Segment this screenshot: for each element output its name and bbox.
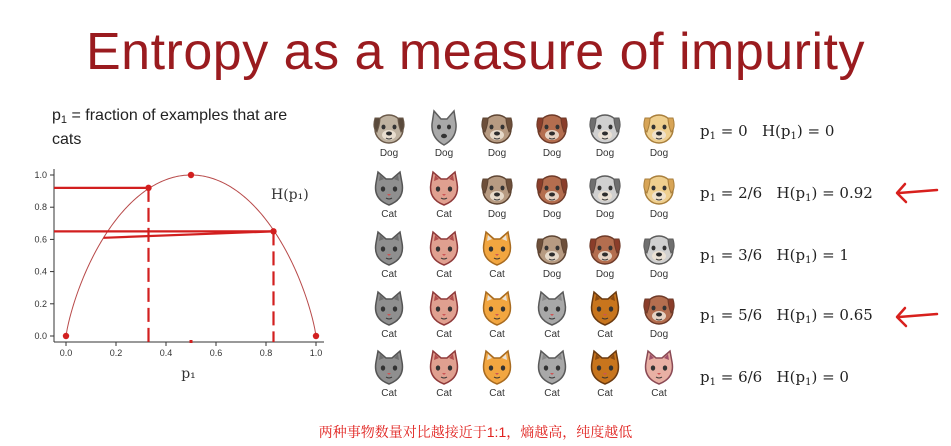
cat-icon — [369, 229, 409, 269]
animal-label: Dog — [542, 209, 562, 220]
entropy-formula — [700, 368, 849, 388]
formula-p-value: = 0 — [715, 122, 748, 140]
formula-p: p — [700, 184, 710, 202]
x-tick-label: 0.4 — [159, 348, 173, 358]
annotation-point — [188, 172, 194, 178]
arrow-icon — [893, 302, 939, 332]
cat-icon — [369, 348, 409, 388]
animal-cell — [419, 108, 469, 166]
slide-title: Entropy as a measure of impurity — [86, 23, 865, 81]
cat-icon — [585, 289, 625, 329]
animal-label: Dog — [649, 209, 669, 220]
formula-h: H(p — [776, 184, 806, 202]
cat-icon — [369, 289, 409, 329]
annotation-point — [63, 333, 69, 339]
dog-icon — [424, 108, 464, 148]
entropy-formula — [700, 184, 873, 204]
annotation-point — [313, 333, 319, 339]
definition-p: p — [52, 107, 61, 124]
dog-icon — [639, 289, 679, 329]
dog-icon — [369, 108, 409, 148]
formula-p: p — [700, 246, 710, 264]
animal-cell — [634, 108, 684, 166]
dog-icon — [477, 169, 517, 209]
animal-label: Cat — [381, 329, 397, 340]
formula-p-sub: 1 — [709, 377, 716, 388]
formula-p: p — [700, 122, 710, 140]
animal-label: Dog — [595, 269, 615, 280]
animal-label: Cat — [436, 329, 452, 340]
animal-label: Cat — [489, 269, 505, 280]
y-tick-label: 1.0 — [34, 170, 47, 180]
animal-cell — [419, 289, 469, 347]
animal-label: Cat — [489, 329, 505, 340]
y-tick-label: 0.0 — [34, 331, 47, 341]
y-tick-label: 0.6 — [34, 234, 47, 245]
cat-icon — [424, 169, 464, 209]
cat-icon — [477, 289, 517, 329]
cat-icon — [477, 229, 517, 269]
cat-icon — [424, 229, 464, 269]
animal-label: Cat — [597, 329, 613, 340]
definition-body: = fraction of examples that are cats — [52, 107, 288, 148]
y-tick-label: 0.8 — [34, 202, 47, 213]
animal-cell — [580, 348, 630, 406]
animal-cell — [634, 229, 684, 287]
formula-p-sub: 1 — [709, 255, 716, 266]
formula-h: H(p — [776, 368, 806, 386]
animal-label: Dog — [434, 148, 454, 159]
animal-cell — [527, 229, 577, 287]
formula-h-value: ) = 0 — [811, 368, 849, 386]
animal-label: Cat — [436, 388, 452, 399]
formula-p-value: = 6/6 — [715, 368, 763, 386]
formula-h: H(p — [761, 122, 791, 140]
formula-h-sub: 1 — [805, 255, 812, 266]
animal-cell — [419, 169, 469, 227]
animal-cell — [472, 348, 522, 406]
formula-h-sub: 1 — [805, 193, 812, 204]
definition-p-sub: 1 — [60, 114, 68, 126]
animal-cell — [472, 169, 522, 227]
formula-h-value: ) = 0.65 — [811, 306, 873, 324]
animal-cell — [527, 108, 577, 166]
formula-h: H(p — [776, 306, 806, 324]
cat-icon — [639, 348, 679, 388]
formula-p: p — [700, 306, 710, 324]
formula-p: p — [700, 368, 710, 386]
animal-cell — [419, 348, 469, 406]
definition-text — [52, 106, 312, 149]
cat-icon — [532, 348, 572, 388]
curve-label: H(p₁) — [271, 187, 309, 204]
animal-cell — [364, 108, 414, 166]
animal-label: Dog — [379, 148, 399, 159]
animal-label: Cat — [597, 388, 613, 399]
y-tick-label: 0.2 — [34, 298, 47, 309]
animal-cell — [472, 108, 522, 166]
animal-cell — [580, 108, 630, 166]
animal-cell — [364, 289, 414, 347]
animal-cell — [527, 289, 577, 347]
dog-icon — [585, 169, 625, 209]
animal-label: Cat — [381, 209, 397, 220]
animal-label: Cat — [651, 388, 667, 399]
formula-p-sub: 1 — [709, 315, 716, 326]
dog-icon — [585, 108, 625, 148]
animal-label: Dog — [649, 148, 669, 159]
dog-icon — [585, 229, 625, 269]
formula-p-sub: 1 — [709, 131, 716, 142]
formula-h-value: ) = 0.92 — [811, 184, 873, 202]
dog-icon — [532, 108, 572, 148]
cat-icon — [424, 348, 464, 388]
y-tick-label: 0.4 — [34, 266, 47, 277]
x-axis-label: p₁ — [181, 366, 196, 382]
animal-cell — [527, 348, 577, 406]
animal-label: Dog — [595, 148, 615, 159]
animal-label: Dog — [542, 148, 562, 159]
animal-label: Dog — [487, 209, 507, 220]
animal-cell — [634, 289, 684, 347]
animal-cell — [634, 169, 684, 227]
animal-cell — [364, 229, 414, 287]
cat-icon — [585, 348, 625, 388]
caption: 两种事物数量对比越接近于1:1，熵越高，纯度越低 — [318, 424, 633, 440]
cat-icon — [424, 289, 464, 329]
entropy-formula — [700, 246, 849, 266]
dog-icon — [639, 229, 679, 269]
x-tick-label: 0.2 — [109, 348, 123, 358]
cat-icon — [532, 289, 572, 329]
animal-label: Dog — [595, 209, 615, 220]
dog-icon — [639, 169, 679, 209]
animal-label: Cat — [436, 269, 452, 280]
formula-h-sub: 1 — [805, 377, 812, 388]
animal-cell — [580, 229, 630, 287]
animal-cell — [580, 289, 630, 347]
animal-cell — [364, 169, 414, 227]
animal-label: Dog — [649, 269, 669, 280]
animal-label: Dog — [487, 148, 507, 159]
animal-cell — [419, 229, 469, 287]
dog-icon — [532, 229, 572, 269]
entropy-formula — [700, 306, 873, 326]
animal-cell — [472, 229, 522, 287]
cat-icon — [369, 169, 409, 209]
animal-label: Cat — [489, 388, 505, 399]
animal-label: Dog — [542, 269, 562, 280]
formula-h-sub: 1 — [805, 315, 812, 326]
dog-icon — [477, 108, 517, 148]
animal-label: Cat — [436, 209, 452, 220]
animal-label: Cat — [544, 329, 560, 340]
formula-p-value: = 3/6 — [715, 246, 763, 264]
animal-label: Cat — [381, 269, 397, 280]
formula-h: H(p — [776, 246, 806, 264]
formula-p-value: = 2/6 — [715, 184, 763, 202]
animal-cell — [580, 169, 630, 227]
formula-h-sub: 1 — [790, 131, 797, 142]
arrow-icon — [893, 178, 939, 208]
entropy-formula — [700, 122, 834, 142]
animal-cell — [364, 348, 414, 406]
dog-icon — [532, 169, 572, 209]
x-tick-label: 0.0 — [59, 348, 73, 358]
animal-cell — [634, 348, 684, 406]
formula-p-value: = 5/6 — [715, 306, 763, 324]
animal-label: Dog — [649, 329, 669, 340]
formula-h-value: ) = 1 — [811, 246, 849, 264]
animal-grid — [364, 108, 694, 418]
cat-icon — [477, 348, 517, 388]
x-tick-label: 1.0 — [309, 348, 323, 358]
x-tick-label: 0.8 — [259, 348, 273, 358]
animal-label: Cat — [544, 388, 560, 399]
formula-p-sub: 1 — [709, 193, 716, 204]
dog-icon — [639, 108, 679, 148]
animal-cell — [527, 169, 577, 227]
formula-h-value: ) = 0 — [796, 122, 835, 140]
x-tick-label: 0.6 — [209, 348, 223, 358]
animal-cell — [472, 289, 522, 347]
entropy-chart — [0, 160, 360, 390]
animal-label: Cat — [381, 388, 397, 399]
